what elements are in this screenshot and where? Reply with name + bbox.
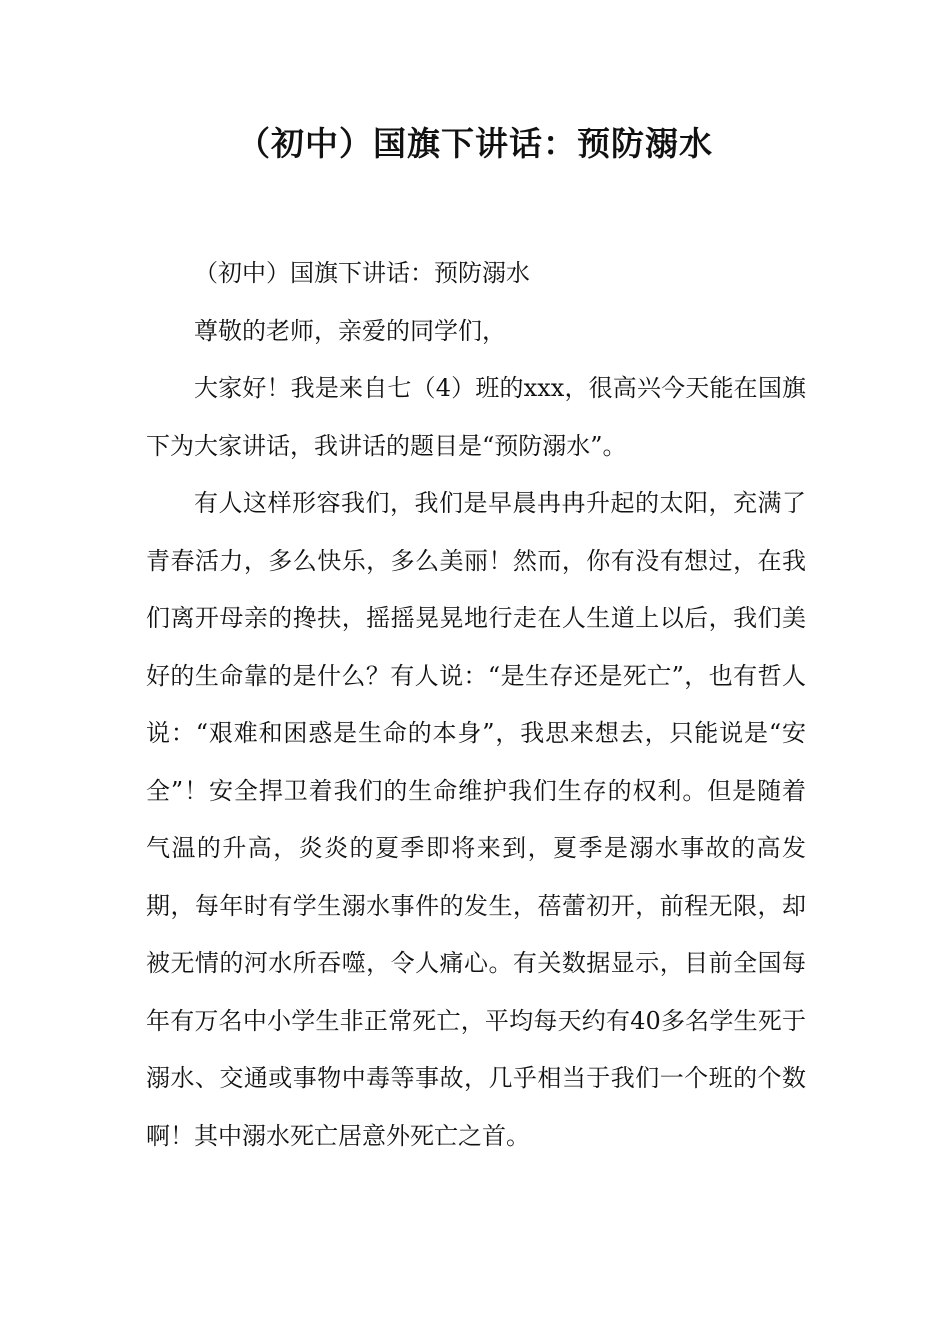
- paragraph-greeting: 大家好！我是来自七（4）班的xxx，很高兴今天能在国旗下为大家讲话，我讲话的题目是“预防溺水”。: [146, 374, 806, 460]
- paragraph-heading: （初中）国旗下讲话：预防溺水: [194, 259, 530, 287]
- document-body: [146, 245, 806, 1165]
- paragraph-salutation: 尊敬的老师，亲爱的同学们，: [194, 316, 506, 345]
- paragraph-main: 有人这样形容我们，我们是早晨冉冉升起的太阳，充满了青春活力，多么快乐，多么美丽！然而，你有没有想过，在我们离开母亲的搀扶，摇摇晃晃地行走在人生道上以后，我们美好的生命靠的是什么？有人说：“是生存还是死亡”，也有哲人说：“艰难和困惑是生命的本身”，我思来想去，只能说是“安全”！安全捍卫着我们的生命维护我们生存的权利。但是随着气温的升高，炎炎的夏季即将来到，夏季是溺水事故的高发期，每年时有学生溺水事件的发生，蓓蕾初开，前程无限，却被无情的河水所吞噬，令人痛心。有关数据显示，目前全国每年有万名中小学生非正常死亡，平均每天约有40多名学生死于溺水、交通或事物中毒等事故，几乎相当于我们一个班的个数啊！其中溺水死亡居意外死亡之首。: [146, 489, 806, 1150]
- document-title: （初中）国旗下讲话：预防溺水: [237, 124, 713, 163]
